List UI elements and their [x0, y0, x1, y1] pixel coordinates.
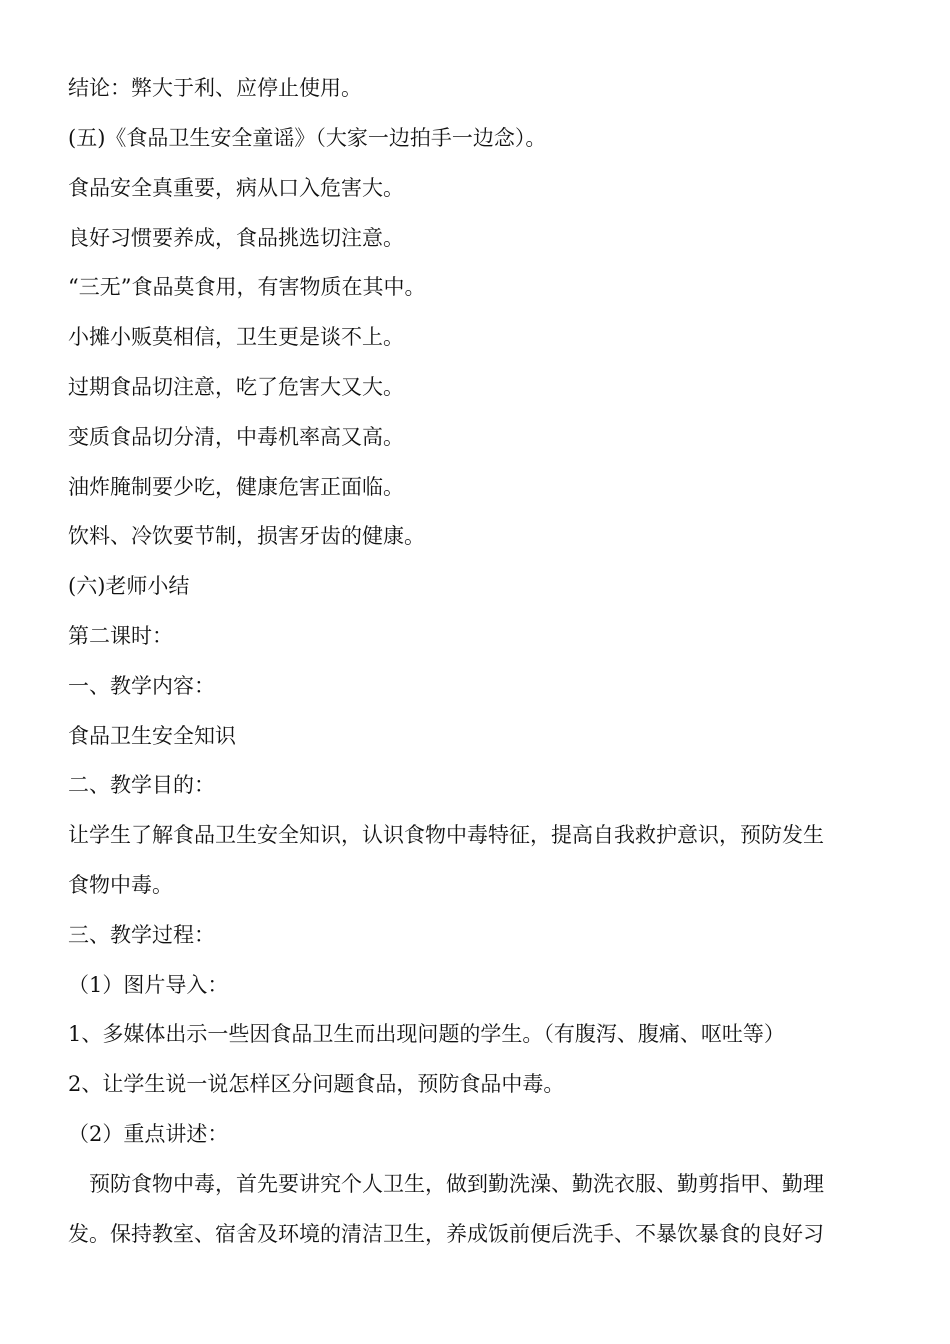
- section-heading: 一、教学内容：: [68, 674, 215, 698]
- section-heading: 三、教学过程：: [68, 923, 215, 947]
- text-line: 变质食品切分清，中毒机率高又高。: [68, 425, 404, 449]
- section-heading: 二、教学目的：: [68, 773, 215, 797]
- section-heading: (六)老师小结: [68, 574, 190, 598]
- text-line: 预防食物中毒，首先要讲究个人卫生，做到勤洗澡、勤洗衣服、勤剪指甲、勤理: [68, 1172, 824, 1196]
- section-heading: 第二课时：: [68, 624, 173, 648]
- text-line: 良好习惯要养成，食品挑选切注意。: [68, 226, 404, 250]
- text-line: 食物中毒。: [68, 873, 173, 897]
- text-line: 食品安全真重要，病从口入危害大。: [68, 176, 404, 200]
- text-line: 1、多媒体出示一些因食品卫生而出现问题的学生。（有腹泻、腹痛、呕吐等）: [68, 1022, 785, 1046]
- text-line: 让学生了解食品卫生安全知识，认识食物中毒特征，提高自我救护意识，预防发生: [68, 823, 824, 847]
- section-heading: （1）图片导入：: [68, 973, 229, 997]
- text-line: “三无”食品莫食用，有害物质在其中。: [68, 275, 426, 299]
- text-line: 过期食品切注意，吃了危害大又大。: [68, 375, 404, 399]
- text-line: 结论：弊大于利、应停止使用。: [68, 76, 362, 100]
- section-heading: （2）重点讲述：: [68, 1122, 229, 1146]
- text-line: 2、让学生说一说怎样区分问题食品，预防食品中毒。: [68, 1072, 565, 1096]
- text-line: 发。保持教室、宿舍及环境的清洁卫生，养成饭前便后洗手、不暴饮暴食的良好习: [68, 1222, 824, 1246]
- text-line: 油炸腌制要少吃，健康危害正面临。: [68, 475, 404, 499]
- text-line: 食品卫生安全知识: [68, 724, 236, 748]
- text-line: 小摊小贩莫相信，卫生更是谈不上。: [68, 325, 404, 349]
- text-line: 饮料、冷饮要节制，损害牙齿的健康。: [68, 524, 425, 548]
- text-line: (五)《食品卫生安全童谣》（大家一边拍手一边念）。: [68, 126, 547, 150]
